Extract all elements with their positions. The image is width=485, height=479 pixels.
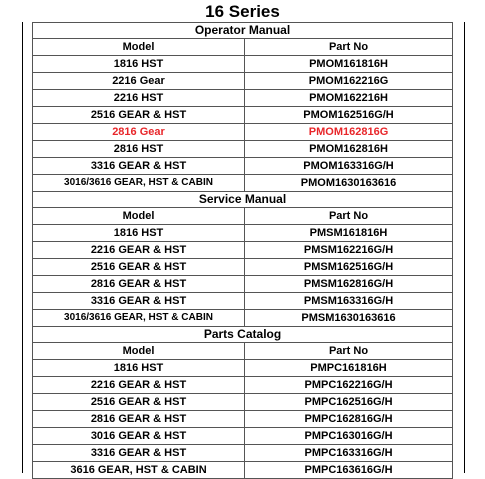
- table-row: [33, 411, 453, 428]
- part-number-cell: PMOM161816H: [245, 56, 453, 73]
- column-header-part-no: Part No: [245, 343, 453, 360]
- part-number-cell: PMOM163316G/H: [245, 158, 453, 175]
- table-row: [33, 141, 453, 158]
- table-row: [33, 73, 453, 90]
- model-cell: 2516 GEAR & HST: [33, 259, 245, 276]
- table-row: [33, 360, 453, 377]
- model-cell: 3016/3616 GEAR, HST & CABIN: [33, 310, 245, 327]
- section-title: Parts Catalog: [33, 327, 453, 343]
- section-header: [33, 327, 453, 343]
- column-header-row: [33, 343, 453, 360]
- part-number-cell: PMPC161816H: [245, 360, 453, 377]
- table-row: [33, 56, 453, 73]
- page-title: 16 Series: [205, 2, 280, 21]
- part-number-cell: PMPC162516G/H: [245, 394, 453, 411]
- section-parts-catalog: [33, 327, 453, 479]
- table-row: [33, 90, 453, 107]
- model-cell: 2516 GEAR & HST: [33, 107, 245, 124]
- column-header-row: [33, 39, 453, 56]
- section-operator-manual: [33, 23, 453, 192]
- part-number-cell: PMSM162516G/H: [245, 259, 453, 276]
- column-header-model: Model: [33, 39, 245, 56]
- part-number-cell: PMPC163016G/H: [245, 428, 453, 445]
- table-row: [33, 445, 453, 462]
- model-cell: 2816 HST: [33, 141, 245, 158]
- part-number-cell: PMPC163616G/H: [245, 462, 453, 479]
- table-row: [33, 377, 453, 394]
- part-number-cell: PMSM161816H: [245, 225, 453, 242]
- model-cell: 2216 HST: [33, 90, 245, 107]
- model-cell: 1816 HST: [33, 225, 245, 242]
- table-row: [33, 242, 453, 259]
- table-row: [33, 428, 453, 445]
- part-number-cell: PMOM162816H: [245, 141, 453, 158]
- model-cell: 3316 GEAR & HST: [33, 158, 245, 175]
- section-header: [33, 23, 453, 39]
- section-header: [33, 192, 453, 208]
- table-row: [33, 107, 453, 124]
- table-row-highlighted: [33, 124, 453, 141]
- part-number-cell: PMOM162816G: [245, 124, 453, 141]
- model-cell: 3316 GEAR & HST: [33, 445, 245, 462]
- table-row: [33, 158, 453, 175]
- model-cell: 2816 GEAR & HST: [33, 411, 245, 428]
- table-row: [33, 225, 453, 242]
- model-cell: 2216 GEAR & HST: [33, 377, 245, 394]
- part-number-cell: PMOM162216G: [245, 73, 453, 90]
- model-cell: 2816 Gear: [33, 124, 245, 141]
- table-row: [33, 310, 453, 327]
- model-cell: 2516 GEAR & HST: [33, 394, 245, 411]
- column-header-part-no: Part No: [245, 39, 453, 56]
- table-row: [33, 394, 453, 411]
- part-number-cell: PMPC162216G/H: [245, 377, 453, 394]
- part-number-cell: PMPC162816G/H: [245, 411, 453, 428]
- section-title: Service Manual: [33, 192, 453, 208]
- section-service-manual: [33, 192, 453, 327]
- column-header-part-no: Part No: [245, 208, 453, 225]
- model-cell: 2816 GEAR & HST: [33, 276, 245, 293]
- table-row: [33, 462, 453, 479]
- model-cell: 3316 GEAR & HST: [33, 293, 245, 310]
- column-header-row: [33, 208, 453, 225]
- table-row: [33, 293, 453, 310]
- model-cell: 1816 HST: [33, 56, 245, 73]
- part-number-cell: PMOM1630163616: [245, 175, 453, 192]
- part-number-cell: PMSM163316G/H: [245, 293, 453, 310]
- model-cell: 3016/3616 GEAR, HST & CABIN: [33, 175, 245, 192]
- part-number-cell: PMPC163316G/H: [245, 445, 453, 462]
- table-row: [33, 259, 453, 276]
- part-number-cell: PMOM162216H: [245, 90, 453, 107]
- parts-table: [32, 22, 453, 479]
- part-number-cell: PMSM162216G/H: [245, 242, 453, 259]
- part-number-cell: PMSM162816G/H: [245, 276, 453, 293]
- model-cell: 1816 HST: [33, 360, 245, 377]
- model-cell: 3616 GEAR, HST & CABIN: [33, 462, 245, 479]
- column-header-model: Model: [33, 208, 245, 225]
- part-number-cell: PMSM1630163616: [245, 310, 453, 327]
- part-number-cell: PMOM162516G/H: [245, 107, 453, 124]
- table-row: [33, 276, 453, 293]
- column-header-model: Model: [33, 343, 245, 360]
- model-cell: 2216 Gear: [33, 73, 245, 90]
- table-row: [33, 175, 453, 192]
- model-cell: 3016 GEAR & HST: [33, 428, 245, 445]
- section-title: Operator Manual: [33, 23, 453, 39]
- model-cell: 2216 GEAR & HST: [33, 242, 245, 259]
